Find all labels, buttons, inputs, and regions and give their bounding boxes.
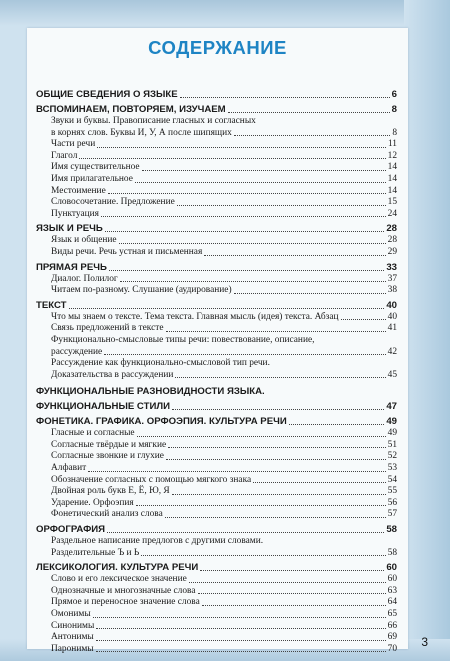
toc-entry[interactable] [36,451,397,463]
toc-entry-page: 45 [387,369,397,380]
toc-entry[interactable] [36,274,397,286]
toc-section[interactable] [36,262,397,274]
toc-entry[interactable] [36,428,397,440]
toc-entry[interactable] [36,475,397,487]
toc-entry-title: Читаем по-разному. Слушание (аудирование) [51,285,232,296]
toc-entry[interactable] [36,486,397,498]
leader-dots [165,517,386,518]
toc-entry-title: Обозначение согласных с помощью мягкого знака [51,474,252,485]
toc-entry[interactable] [36,548,397,560]
toc-entry-title: Функционально-смысловые типы речи: повествование, описание, [51,334,315,345]
leader-dots [172,494,386,495]
toc-section[interactable] [36,524,397,536]
toc-entry-page: 70 [387,643,397,654]
toc-entry-title: Двойная роль букв Е, Ё, Ю, Я [51,486,170,497]
toc-entry-page: 29 [387,246,397,257]
toc-entry-page: 69 [387,632,397,643]
leader-dots [189,582,386,583]
toc-entry-page: 12 [387,150,397,161]
leader-dots [234,293,386,294]
toc-entry[interactable] [36,312,397,324]
toc-entry-page: 28 [386,223,397,235]
toc-entry[interactable] [36,116,397,128]
toc-entry-title: Виды речи. Речь устная и письменная [51,246,203,257]
page-title: СОДЕРЖАНИЕ [148,37,287,58]
toc-entry-title: Словосочетание. Предложение [51,197,175,208]
toc-entry[interactable] [36,358,397,370]
toc-entry-title: Местоимение [51,185,106,196]
leader-dots [141,555,385,556]
leader-dots [200,570,384,571]
toc-entry-title: Фонетический анализ слова [51,509,163,520]
toc-entry-title: Омонимы [51,609,91,619]
leader-dots [289,424,385,425]
leader-dots [120,281,386,282]
toc-entry-title: Рассуждение как функционально-смысловой тип речи. [51,358,270,369]
leader-dots [104,354,385,355]
toc-entry-page: 47 [386,401,397,413]
leader-dots [204,255,385,256]
toc-entry-title: Паронимы [51,643,94,654]
toc-entry-title: Согласные твёрдые и мягкие [51,439,167,450]
toc-entry-page: 49 [386,416,397,428]
leader-dots [166,331,386,332]
toc-entry-title: ВСПОМИНАЕМ, ПОВТОРЯЕМ, ИЗУЧАЕМ [36,104,226,115]
toc-entry-page: 28 [387,235,397,246]
toc-entry-title: Синонимы [51,620,95,631]
toc-entry-title: ФУНКЦИОНАЛЬНЫЕ СТИЛИ [36,401,170,413]
toc-entry-title: ФОНЕТИКА. ГРАФИКА. ОРФОЭПИЯ. КУЛЬТУРА РЕЧИ [36,416,287,428]
toc-entry[interactable] [36,335,397,347]
toc-entry[interactable] [36,586,397,598]
toc-entry-page: 41 [387,323,397,334]
toc-entry-page: 65 [387,609,397,619]
toc-entry-page: 58 [387,547,397,558]
toc-entry[interactable] [36,574,397,586]
leader-dots [137,436,386,437]
toc-entry-page: 15 [387,197,397,208]
toc-entry-title: Звуки и буквы. Правописание гласных и согласных [51,116,256,126]
table-of-contents [36,86,397,655]
page-number: 3 [421,635,428,649]
leader-dots [341,319,386,320]
toc-entry-title: Что мы знаем о тексте. Тема текста. Главная мысль (идея) текста. Абзац [51,311,339,322]
toc-entry[interactable] [36,285,397,297]
leader-dots [175,377,385,378]
toc-entry-page: 42 [387,346,397,357]
toc-section[interactable] [36,562,397,574]
toc-entry[interactable] [36,197,397,209]
toc-entry[interactable] [36,247,397,259]
toc-entry-title: Однозначные и многозначные слова [51,585,196,596]
toc-entry-page: 14 [387,173,397,184]
toc-entry[interactable] [36,323,397,335]
toc-entry[interactable] [36,347,397,359]
contents-panel [27,28,408,654]
leader-dots [136,505,386,506]
toc-entry-page: 53 [387,463,397,474]
toc-entry-title: Пунктуация [51,208,99,219]
toc-entry-page: 60 [386,562,397,574]
toc-section[interactable] [36,104,397,116]
toc-entry-page: 66 [387,620,397,631]
leader-dots [96,640,386,641]
toc-entry[interactable] [36,440,397,452]
toc-entry-page: 49 [387,428,397,439]
toc-entry[interactable] [36,370,397,382]
toc-entry-page: 63 [387,585,397,596]
toc-section[interactable] [36,89,397,101]
toc-entry-title: Слово и его лексическое значение [51,574,187,585]
leader-dots [202,605,386,606]
toc-entry-page: 14 [387,162,397,173]
toc-entry-page: 40 [387,311,397,322]
toc-entry[interactable] [36,498,397,510]
leader-dots [69,308,385,309]
toc-entry-page: 38 [387,285,397,296]
toc-entry-page: 57 [387,509,397,520]
toc-entry-title: Части речи [51,139,96,150]
toc-entry-page: 8 [392,127,397,138]
toc-entry-page: 51 [387,439,397,450]
toc-entry[interactable] [36,151,397,163]
leader-dots [79,158,385,159]
toc-entry-title: ПРЯМАЯ РЕЧЬ [36,261,107,273]
toc-entry-title: Антонимы [51,632,94,643]
leader-dots [97,147,386,148]
toc-entry[interactable] [36,621,397,633]
leader-dots [234,135,390,136]
toc-entry[interactable] [36,632,397,644]
toc-section[interactable] [36,300,397,312]
leader-dots [88,471,385,472]
toc-entry-title: ЛЕКСИКОЛОГИЯ. КУЛЬТУРА РЕЧИ [36,562,199,574]
leader-dots [172,409,384,410]
leader-dots [109,270,384,271]
toc-entry-title: ТЕКСТ [36,299,67,311]
toc-entry-title: Связь предложений в тексте [51,323,164,334]
toc-entry[interactable] [36,597,397,609]
toc-entry-title: Имя существительное [51,162,140,173]
leader-dots [108,193,386,194]
toc-entry[interactable] [36,509,397,521]
toc-entry-title: рассуждение [51,346,103,357]
toc-entry-title: Раздельное написание предлогов с другими словами. [51,536,264,547]
toc-entry-title: Глагол [51,150,78,161]
toc-entry-page: 6 [391,89,397,100]
toc-entry-page: 33 [386,261,397,273]
toc-section[interactable] [36,223,397,235]
toc-entry-title: Язык и общение [51,235,117,246]
toc-entry-page: 55 [387,486,397,497]
toc-entry-title: Гласные и согласные [51,428,135,439]
leader-dots [177,205,386,206]
toc-section[interactable] [36,416,397,428]
toc-entry-title: ЯЗЫК И РЕЧЬ [36,223,103,235]
toc-entry-page: 40 [386,299,397,311]
toc-entry-title: ОРФОГРАФИЯ [36,524,106,536]
toc-entry-page: 58 [386,524,397,536]
toc-entry-page: 11 [387,139,397,150]
toc-entry[interactable] [36,174,397,186]
toc-entry-page: 54 [387,474,397,485]
leader-dots [228,112,390,113]
leader-dots [96,651,386,652]
toc-entry-title: Согласные звонкие и глухие [51,451,164,462]
toc-entry-page: 64 [387,597,397,608]
toc-entry-page: 56 [387,497,397,508]
toc-entry-title: Разделительные Ъ и Ь [51,547,140,558]
leader-dots [253,482,385,483]
toc-entry[interactable] [36,609,397,621]
leader-dots [135,182,386,183]
leader-dots [101,216,386,217]
toc-entry[interactable] [36,235,397,247]
leader-dots [142,170,386,171]
leader-dots [96,628,385,629]
leader-dots [119,243,386,244]
leader-dots [93,617,386,618]
toc-entry-page: 37 [387,273,397,284]
leader-dots [107,532,384,533]
toc-entry-title: Прямое и переносное значение слова [51,597,200,608]
toc-entry-page: 60 [387,574,397,585]
toc-entry[interactable] [36,186,397,198]
leader-dots [180,97,390,98]
toc-entry[interactable] [36,536,397,548]
toc-entry-title: Доказательства в рассуждении [51,369,174,380]
leader-dots [166,459,386,460]
toc-entry-title: ОБЩИЕ СВЕДЕНИЯ О ЯЗЫКЕ [36,89,178,100]
toc-entry-title: Алфавит [51,463,87,474]
toc-entry-page: 24 [387,208,397,219]
toc-section[interactable] [36,401,397,413]
toc-entry-title: Диалог. Полилог [51,273,118,284]
toc-entry-page: 52 [387,451,397,462]
toc-entry-title: ФУНКЦИОНАЛЬНЫЕ РАЗНОВИДНОСТИ ЯЗЫКА. [36,386,265,398]
background-right-band [404,0,450,661]
toc-entry-page: 14 [387,185,397,196]
toc-entry[interactable] [36,209,397,221]
toc-entry-title: Ударение. Орфоэпия [51,497,134,508]
leader-dots [168,447,385,448]
toc-entry[interactable] [36,139,397,151]
toc-entry-title: Имя прилагательное [51,173,133,184]
toc-entry-title: в корнях слов. Буквы И, У, А после шипящих [51,127,232,138]
toc-entry-page: 8 [391,104,397,115]
toc-entry[interactable] [36,463,397,475]
toc-entry[interactable] [36,162,397,174]
leader-dots [198,593,386,594]
leader-dots [105,231,385,232]
toc-entry[interactable] [36,128,397,140]
background-top-band [0,0,450,26]
toc-entry[interactable] [36,644,397,656]
toc-section[interactable] [36,386,397,398]
